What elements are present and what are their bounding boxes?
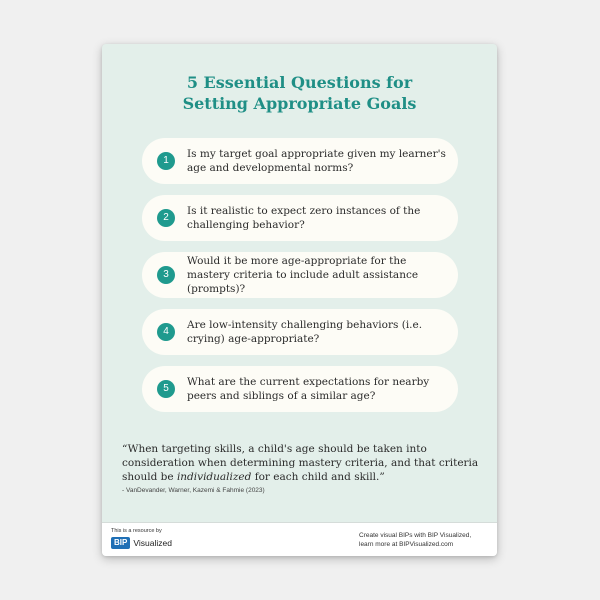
quote-after: for each child and skill.” xyxy=(251,471,385,483)
footer-promo-line-1: Create visual BIPs with BIP Visualized, xyxy=(359,532,472,539)
question-text: Is it realistic to expect zero instances of the challenging behavior? xyxy=(187,205,421,231)
title-line-2: Setting Appropriate Goals xyxy=(182,94,417,113)
question-text: Would it be more age-appropriate for the mastery criteria to include adult assistance (prompts)? xyxy=(187,255,419,295)
question-number-badge: 3 xyxy=(157,266,175,284)
question-number-badge: 2 xyxy=(157,209,175,227)
question-text: Are low-intensity challenging behaviors (i.e. crying) age-appropriate? xyxy=(187,319,423,345)
question-text: Is my target goal appropriate given my learner's age and developmental norms? xyxy=(187,148,446,174)
logo-mark: BIP xyxy=(111,537,130,549)
quote-citation: - VanDevander, Warner, Kazemi & Fahmie (2023) xyxy=(122,487,265,494)
question-list xyxy=(142,138,458,423)
logo-wordmark: Visualized xyxy=(133,538,172,548)
bip-visualized-logo xyxy=(111,537,172,549)
question-number-badge: 1 xyxy=(157,152,175,170)
quote-emphasis: individualized xyxy=(176,471,252,483)
footer xyxy=(102,522,497,556)
title-line-1: 5 Essential Questions for xyxy=(186,73,413,92)
question-card-1 xyxy=(142,138,458,184)
question-text: What are the current expectations for nearby peers and siblings of a similar age? xyxy=(187,376,430,402)
question-card-4 xyxy=(142,309,458,355)
footer-promo-line-2: learn more at BIPVisualized.com xyxy=(359,541,454,548)
quote-text xyxy=(122,442,482,484)
question-card-2 xyxy=(142,195,458,241)
resource-by-label: This is a resource by xyxy=(111,528,162,534)
document-sheet xyxy=(102,44,497,556)
question-number-badge: 4 xyxy=(157,323,175,341)
quote-before: “When targeting skills, a child's age should be taken into consideration when determining mastery criteria, and that criteria should be xyxy=(122,443,479,483)
document-title xyxy=(102,72,497,114)
question-card-5 xyxy=(142,366,458,412)
question-number-badge: 5 xyxy=(157,380,175,398)
question-card-3 xyxy=(142,252,458,298)
footer-promo xyxy=(359,531,489,549)
